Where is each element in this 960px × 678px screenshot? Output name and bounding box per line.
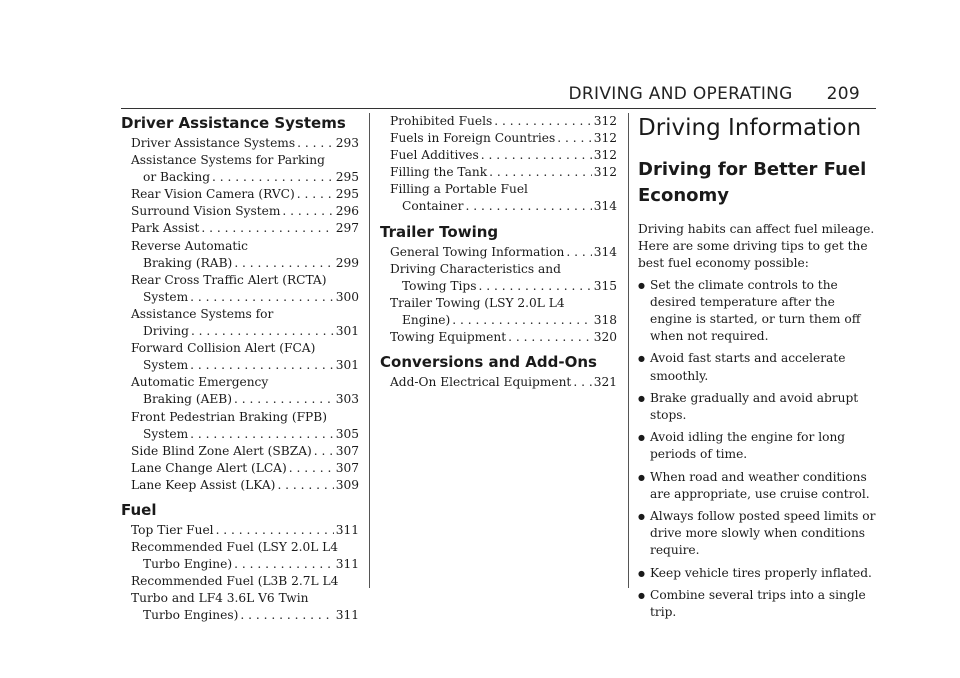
toc-list	[380, 374, 617, 391]
toc-page-number: 320	[593, 330, 617, 345]
toc-entry	[380, 113, 617, 130]
toc-entry-title: Turbo Engine)	[143, 557, 233, 572]
toc-page-number: 295	[335, 187, 359, 202]
section-heading: Driving Information	[638, 115, 862, 141]
toc-page-number: 301	[335, 324, 359, 339]
toc-entry	[121, 289, 359, 306]
toc-entry-title: Top Tier Fuel	[131, 522, 214, 537]
toc-entry-title: Recommended Fuel (LSY 2.0L L4	[131, 540, 339, 555]
dot-leader	[297, 135, 334, 152]
section-title: DRIVING AND OPERATING	[568, 84, 793, 104]
toc-entry-title: System	[143, 426, 189, 441]
tip-item: ● Avoid fast starts and accelerate smoothly.	[638, 350, 878, 384]
dot-leader	[494, 113, 591, 130]
toc-entry-title: Surround Vision System	[131, 204, 281, 219]
toc-entry-title: Engine)	[402, 312, 451, 327]
toc-entry	[121, 556, 359, 573]
toc-entry-title: Assistance Systems for	[131, 306, 274, 321]
toc-page-number: 309	[335, 477, 359, 492]
toc-page-number: 305	[335, 426, 359, 441]
toc-entry	[121, 426, 359, 443]
toc-entry	[121, 460, 359, 477]
toc-list	[121, 135, 359, 494]
toc-entry-title: Towing Equipment	[390, 330, 507, 345]
toc-entry-title: Towing Tips	[402, 278, 477, 293]
toc-entry	[121, 391, 359, 408]
toc-entry-title: Trailer Towing (LSY 2.0L L4	[390, 295, 565, 310]
toc-entry	[380, 164, 617, 181]
dot-leader	[573, 374, 591, 391]
column-divider	[628, 113, 629, 588]
dot-leader	[190, 357, 334, 374]
toc-page-number: 311	[335, 522, 359, 537]
toc-entry	[121, 255, 359, 272]
toc-page-number: 311	[335, 608, 359, 623]
toc-page-number: 312	[593, 131, 617, 146]
toc-list	[380, 244, 617, 347]
dot-leader	[489, 164, 592, 181]
toc-page-number: 312	[593, 148, 617, 163]
toc-entry-title: Forward Collision Alert (FCA)	[131, 341, 316, 356]
toc-entry-title: Filling a Portable Fuel	[390, 182, 528, 197]
dot-leader	[240, 607, 333, 624]
tip-item: ● Combine several trips into a single trip.	[638, 587, 878, 621]
toc-entry	[121, 357, 359, 374]
toc-entry-title: System	[143, 358, 189, 373]
toc-page-number: 307	[335, 460, 359, 475]
dot-leader	[314, 443, 334, 460]
toc-entry	[121, 135, 359, 152]
toc-entry	[380, 312, 617, 329]
dot-leader	[481, 147, 592, 164]
page-number: 209	[826, 84, 860, 104]
toc-entry-title: Container	[402, 199, 464, 214]
toc-heading: Fuel	[121, 500, 157, 519]
toc-entry-title: Prohibited Fuels	[390, 114, 493, 128]
toc-entry	[121, 186, 359, 203]
toc-entry	[121, 443, 359, 460]
toc-entry-title: Driving Characteristics and	[390, 261, 561, 276]
toc-entry	[121, 203, 359, 220]
toc-heading: Conversions and Add-Ons	[380, 353, 597, 372]
column-divider	[369, 113, 370, 588]
dot-leader	[508, 329, 592, 346]
toc-entry-title: Fuels in Foreign Countries	[390, 131, 556, 146]
toc-page-number: 293	[335, 136, 359, 150]
dot-leader	[277, 477, 333, 494]
toc-page-number: 303	[335, 392, 359, 407]
dot-leader	[190, 426, 334, 443]
toc-entry-title: Lane Change Alert (LCA)	[131, 460, 287, 475]
toc-entry-title: Driving	[143, 324, 189, 339]
toc-list	[121, 522, 359, 625]
toc-entry-title: Automatic Emergency	[131, 375, 269, 390]
toc-entry-title: or Backing	[143, 170, 211, 185]
toc-page-number: 312	[593, 165, 617, 180]
subsection-heading: Driving for Better Fuel Economy	[638, 159, 867, 206]
toc-entry-title: Park Assist	[131, 221, 200, 236]
toc-column-2	[380, 113, 617, 391]
toc-heading: Driver Assistance Systems	[121, 114, 346, 132]
toc-entry-title: Side Blind Zone Alert (SBZA)	[131, 443, 312, 458]
dot-leader	[465, 198, 591, 215]
toc-page-number: 297	[335, 221, 359, 236]
intro-paragraph: Driving habits can affect fuel mileage. Here are some driving tips to get the best fuel economy possible:	[638, 222, 875, 271]
dot-leader	[234, 255, 333, 272]
toc-entry-title: Assistance Systems for Parking	[131, 153, 325, 168]
toc-entry	[121, 169, 359, 186]
toc-page-number: 315	[593, 278, 617, 293]
toc-entry-title: Turbo Engines)	[143, 608, 239, 623]
toc-column-1	[121, 113, 359, 625]
toc-entry-title: Reverse Automatic	[131, 238, 248, 253]
toc-entry-title: Rear Vision Camera (RVC)	[131, 187, 295, 202]
dot-leader	[234, 556, 334, 573]
toc-entry-title: Lane Keep Assist (LKA)	[131, 477, 276, 492]
toc-entry	[121, 220, 359, 237]
dot-leader	[234, 391, 334, 408]
dot-leader	[297, 186, 334, 203]
toc-entry	[380, 244, 617, 261]
toc-entry	[121, 477, 359, 494]
toc-list	[380, 113, 617, 216]
toc-entry-title: System	[143, 289, 189, 304]
tip-item: ● Set the climate controls to the desired temperature after the engine is started, or turn them off when not required.	[638, 277, 878, 346]
toc-page-number: 314	[593, 244, 617, 259]
toc-entry-title: Add-On Electrical Equipment	[390, 375, 572, 390]
toc-page-number: 311	[335, 557, 359, 572]
toc-entry	[121, 607, 359, 624]
tip-item: ● Always follow posted speed limits or drive more slowly when conditions require.	[638, 508, 878, 560]
dot-leader	[190, 289, 334, 306]
toc-page-number: 318	[593, 312, 617, 327]
toc-page-number: 307	[335, 443, 359, 458]
toc-page-number: 299	[335, 255, 359, 270]
toc-entry-title: Rear Cross Traffic Alert (RCTA)	[131, 272, 327, 287]
toc-entry-title: Driver Assistance Systems	[131, 136, 296, 150]
toc-entry-title: Braking (RAB)	[143, 255, 233, 270]
toc-page-number: 296	[335, 204, 359, 219]
toc-entry	[380, 130, 617, 147]
tip-item: ● Brake gradually and avoid abrupt stops.	[638, 390, 878, 424]
toc-page-number: 321	[593, 375, 617, 390]
tips-list	[638, 277, 878, 622]
toc-entry	[380, 278, 617, 295]
dot-leader	[201, 220, 333, 237]
toc-entry-title: Braking (AEB)	[143, 392, 233, 407]
tip-item: ● Avoid idling the engine for long periods of time.	[638, 429, 878, 463]
toc-entry	[121, 323, 359, 340]
toc-page-number: 300	[335, 289, 359, 304]
dot-leader	[216, 522, 334, 539]
toc-entry-title: Filling the Tank	[390, 165, 488, 180]
toc-entry	[121, 522, 359, 539]
toc-entry	[380, 198, 617, 215]
toc-page-number: 314	[593, 199, 617, 214]
toc-entry	[380, 374, 617, 391]
page-header	[440, 84, 860, 104]
dot-leader	[557, 130, 592, 147]
dot-leader	[282, 203, 333, 220]
dot-leader	[289, 460, 334, 477]
toc-page-number: 301	[335, 358, 359, 373]
toc-entry-title: Recommended Fuel (L3B 2.7L L4	[131, 574, 339, 589]
dot-leader	[452, 312, 591, 329]
toc-page-number: 295	[335, 170, 359, 185]
content-column	[638, 113, 878, 626]
header-rule	[121, 108, 876, 109]
toc-entry-title: Turbo and LF4 3.6L V6 Twin	[131, 591, 309, 606]
toc-heading: Trailer Towing	[380, 222, 499, 241]
dot-leader	[478, 278, 591, 295]
toc-entry	[380, 147, 617, 164]
tip-item: ● Keep vehicle tires properly inflated.	[638, 565, 878, 582]
toc-entry	[380, 329, 617, 346]
toc-entry-title: Fuel Additives	[390, 148, 479, 163]
toc-page-number: 312	[593, 114, 617, 128]
tip-item: ● When road and weather conditions are appropriate, use cruise control.	[638, 469, 878, 503]
toc-entry-title: General Towing Information	[390, 244, 565, 259]
dot-leader	[191, 323, 334, 340]
toc-entry-title: Front Pedestrian Braking (FPB)	[131, 409, 327, 424]
dot-leader	[566, 244, 591, 261]
dot-leader	[212, 169, 334, 186]
